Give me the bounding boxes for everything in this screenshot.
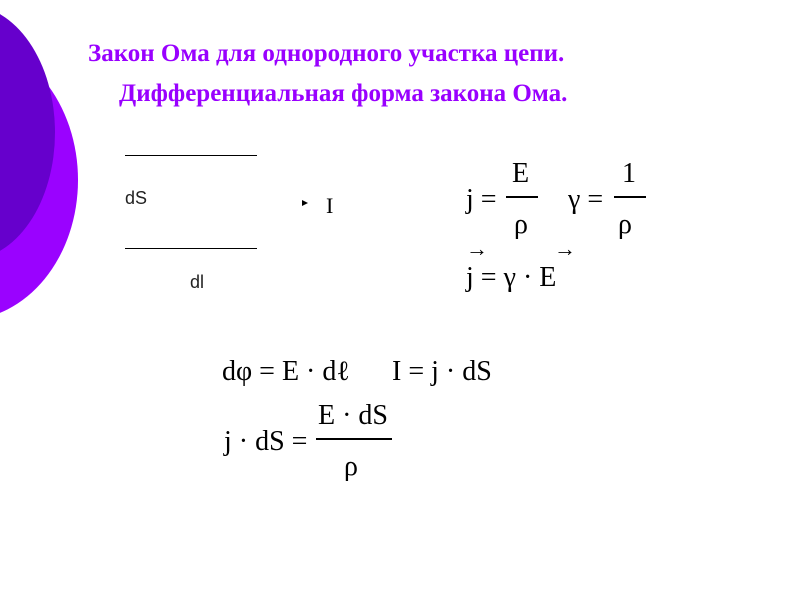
vector-arrow-e-icon: → — [554, 236, 576, 261]
conductor-top-edge — [125, 155, 257, 156]
length-label: dl — [190, 272, 205, 292]
slide-title-line1: Закон Ома для однородного участка цепи. — [88, 40, 565, 67]
formula-jds-fraction-bar — [316, 438, 392, 440]
formula-jds-numerator: E · dS — [318, 400, 388, 431]
formula-gamma-lhs: γ = — [568, 184, 604, 215]
formula-jds-denominator: ρ — [344, 451, 358, 482]
formula-gamma-denominator: ρ — [618, 209, 632, 240]
formula-current: I = j · dS — [392, 356, 492, 387]
vector-arrow-j-icon: → — [466, 236, 488, 261]
formula-gamma-fraction-bar — [614, 196, 646, 198]
slide-title-line2: Дифференциальная форма закона Ома. — [119, 80, 568, 107]
current-arrow-icon — [302, 200, 308, 206]
formula-j-fraction-bar — [506, 196, 538, 198]
formula-gamma-numerator: 1 — [622, 158, 636, 189]
formula-vector-form: j = γ · E — [466, 262, 557, 293]
conductor-bottom-edge — [125, 248, 257, 249]
formula-j-lhs: j = — [466, 184, 497, 215]
formula-dphi: dφ = E · dℓ — [222, 356, 350, 387]
current-label: I — [326, 193, 334, 218]
area-label: dS — [125, 188, 148, 208]
formula-jds-lhs: j · dS = — [224, 426, 308, 457]
formula-j-numerator: E — [512, 158, 530, 189]
formula-j-denominator: ρ — [514, 209, 528, 240]
